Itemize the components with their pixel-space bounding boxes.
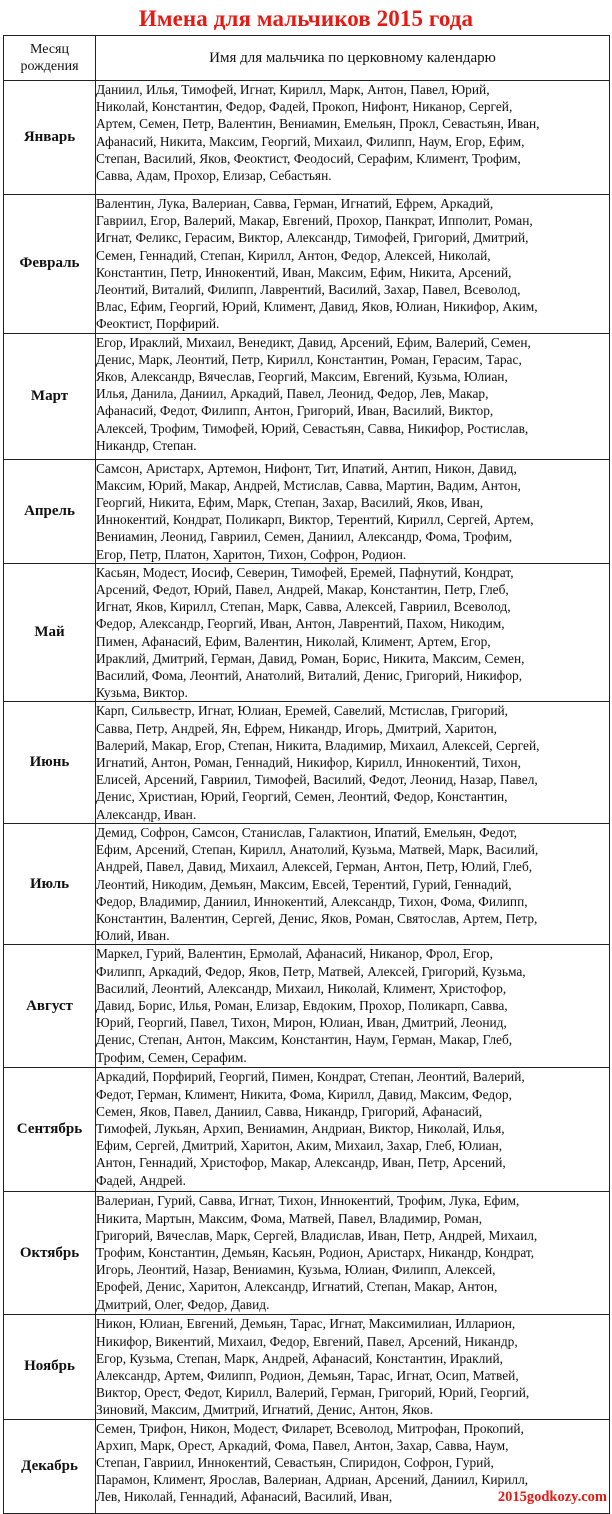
names-line: Ерофей, Денис, Харитон, Александр, Игнатий, Степан, Макар, Антон, <box>96 1279 498 1295</box>
names-line: Илья, Данила, Даниил, Аркадий, Павел, Леонид, Федор, Лев, Макар, <box>96 386 489 402</box>
names-cell <box>96 459 610 563</box>
table-row <box>4 81 610 195</box>
names-calendar-sheet <box>3 3 609 1506</box>
names-line: Егор, Кузьма, Степан, Марк, Андрей, Афанасий, Константин, Ираклий, <box>96 1350 503 1366</box>
names-line: Дмитрий, Олег, Федор, Давид. <box>96 1296 270 1312</box>
names-line: Константин, Петр, Иннокентий, Иван, Максим, Ефим, Никита, Арсений, <box>96 264 512 280</box>
month-cell: Декабрь <box>4 1419 96 1513</box>
names-line: Федор, Владимир, Даниил, Иннокентий, Александр, Тихон, Фома, Филипп, <box>96 893 528 909</box>
names-line: Касьян, Модест, Иосиф, Северин, Тимофей, Еремей, Пафнутий, Кондрат, <box>96 564 514 580</box>
names-line: Федот, Герман, Климент, Никита, Фома, Кирилл, Давид, Максим, Федор, <box>96 1086 512 1102</box>
names-line: Александр, Артем, Филипп, Родион, Демьян, Тарас, Игнат, Осип, Матвей, <box>96 1367 519 1383</box>
names-line: Федор, Александр, Георгий, Иван, Антон, Лаврентий, Пахом, Никодим, <box>96 616 505 632</box>
names-line: Елисей, Арсений, Гавриил, Тимофей, Василий, Федот, Леонид, Назар, Павел, <box>96 772 538 788</box>
names-line: Фадей, Андрей. <box>96 1172 186 1188</box>
names-line: Егор, Ираклий, Михаил, Венедикт, Давид, Арсений, Ефим, Валерий, Семен, <box>96 334 531 350</box>
names-line: Даниил, Илья, Тимофей, Игнат, Кирилл, Марк, Антон, Павел, Юрий, <box>96 82 490 97</box>
names-line: Аркадий, Порфирий, Георгий, Пимен, Кондрат, Степан, Леонтий, Валерий, <box>96 1069 525 1085</box>
names-line: Георгий, Никита, Ефим, Марк, Степан, Захар, Василий, Яков, Иван, <box>96 495 484 511</box>
names-line: Андрей, Павел, Давид, Михаил, Алексей, Герман, Антон, Петр, Юлий, Глеб, <box>96 859 533 875</box>
names-footer-line <box>96 1488 609 1506</box>
names-cell <box>96 563 610 702</box>
names-line: Гавриил, Егор, Валерий, Макар, Евгений, Прохор, Панкрат, Ипполит, Роман, <box>96 213 533 229</box>
names-line: Афанасий, Федот, Филипп, Антон, Григорий, Иван, Василий, Виктор, <box>96 403 494 419</box>
names-cell <box>96 1315 610 1419</box>
names-line: Степан, Гавриил, Иннокентий, Севастьян, Спиридон, Софрон, Гурий, <box>96 1454 494 1470</box>
names-line: Пимен, Афанасий, Ефим, Валентин, Николай, Климент, Артем, Егор, <box>96 633 491 649</box>
month-cell: Октябрь <box>4 1192 96 1315</box>
names-line: Артем, Семен, Петр, Валентин, Вениамин, Емельян, Прокл, Севастьян, Иван, <box>96 116 540 132</box>
month-cell: Апрель <box>4 459 96 563</box>
names-line: Николай, Константин, Федор, Фадей, Прокоп, Нифонт, Никанор, Сергей, <box>96 99 513 115</box>
month-column-header: Месяц рождения <box>4 36 96 81</box>
names-line: Яков, Александр, Вячеслав, Георгий, Максим, Евгений, Кузьма, Юлиан, <box>96 369 508 385</box>
names-line: Леонтий, Виталий, Филипп, Лаврентий, Василий, Захар, Павел, Всеволод, <box>96 282 521 298</box>
names-line: Денис, Марк, Леонтий, Петр, Кирилл, Константин, Роман, Герасим, Тарас, <box>96 351 522 367</box>
month-cell: Март <box>4 333 96 459</box>
names-cell <box>96 333 610 459</box>
names-line: Давид, Борис, Илья, Роман, Елизар, Евдоким, Прохор, Поликарп, Савва, <box>96 997 508 1013</box>
names-line: Иннокентий, Кондрат, Поликарп, Виктор, Терентий, Кирилл, Сергей, Артем, <box>96 512 534 528</box>
names-cell <box>96 945 610 1068</box>
names-cell <box>96 81 610 195</box>
names-line: Василий, Фома, Леонтий, Анатолий, Виталий, Денис, Григорий, Никифор, <box>96 668 523 684</box>
names-cell <box>96 823 610 944</box>
names-line: Леонтий, Никодим, Демьян, Максим, Евсей, Терентий, Гурий, Геннадий, <box>96 876 512 892</box>
table-row <box>4 702 610 823</box>
names-line: Григорий, Вячеслав, Марк, Сергей, Владислав, Иван, Петр, Андрей, Михаил, <box>96 1227 538 1243</box>
names-line: Никандр, Степан. <box>96 437 197 453</box>
names-line: Савва, Адам, Прохор, Елизар, Себастьян. <box>96 168 332 184</box>
names-line: Зиновий, Максим, Дмитрий, Игнатий, Денис, Антон, Яков. <box>96 1402 434 1418</box>
table-row <box>4 1192 610 1315</box>
names-line: Никон, Юлиан, Евгений, Демьян, Тарас, Игнат, Максимилиан, Илларион, <box>96 1316 516 1332</box>
names-line: Парамон, Климент, Ярослав, Валериан, Адриан, Арсений, Даниил, Кирилл, <box>96 1472 529 1488</box>
month-cell: Сентябрь <box>4 1068 96 1192</box>
names-line: Ефим, Сергей, Дмитрий, Харитон, Аким, Михаил, Захар, Глеб, Юлиан, <box>96 1138 503 1154</box>
names-line: Игнат, Феликс, Герасим, Виктор, Александр, Тимофей, Григорий, Дмитрий, <box>96 230 529 246</box>
names-line: Валериан, Гурий, Савва, Игнат, Тихон, Иннокентий, Трофим, Лука, Ефим, <box>96 1193 520 1209</box>
names-line: Семен, Яков, Павел, Даниил, Савва, Никандр, Григорий, Афанасий, <box>96 1103 483 1119</box>
names-line: Семен, Геннадий, Степан, Кирилл, Антон, Федор, Алексей, Николай, <box>96 247 491 263</box>
names-cell <box>96 702 610 823</box>
names-cell <box>96 1419 610 1513</box>
table-row <box>4 1419 610 1513</box>
names-line: Трофим, Константин, Демьян, Касьян, Родион, Аристарх, Никандр, Кондрат, <box>96 1244 535 1260</box>
names-line: Валерий, Макар, Егор, Степан, Никита, Владимир, Михаил, Алексей, Сергей, <box>96 737 540 753</box>
names-line: Игнат, Яков, Кирилл, Степан, Марк, Савва, Алексей, Гавриил, Всеволод, <box>96 599 511 615</box>
names-table <box>3 35 610 1514</box>
names-column-header: Имя для мальчика по церковному календарю <box>96 36 610 81</box>
table-header-row <box>4 36 610 81</box>
names-line: Константин, Валентин, Сергей, Денис, Яков, Роман, Святослав, Артем, Петр, <box>96 910 538 926</box>
names-line: Карп, Сильвестр, Игнат, Юлиан, Еремей, Савелий, Мстислав, Григорий, <box>96 703 509 719</box>
names-line: Демид, Софрон, Самсон, Станислав, Галактион, Ипатий, Емельян, Федот, <box>96 824 518 840</box>
names-cell <box>96 195 610 334</box>
month-cell: Февраль <box>4 195 96 334</box>
table-row <box>4 195 610 334</box>
page-title: Имена для мальчиков 2015 года <box>138 6 474 31</box>
names-line: Савва, Петр, Андрей, Ян, Ефрем, Никандр, Игорь, Дмитрий, Харитон, <box>96 720 497 736</box>
month-cell: Январь <box>4 81 96 195</box>
names-line: Афанасий, Никита, Максим, Георгий, Михаил, Филипп, Наум, Егор, Ефим, <box>96 133 525 149</box>
names-line: Юрий, Георгий, Павел, Тихон, Мирон, Юлиан, Иван, Дмитрий, Леонид, <box>96 1015 507 1031</box>
table-row <box>4 333 610 459</box>
names-line: Кузьма, Виктор. <box>96 685 188 701</box>
table-row <box>4 459 610 563</box>
names-line: Денис, Степан, Антон, Максим, Константин, Наум, Герман, Макар, Глеб, <box>96 1032 513 1048</box>
names-line: Филипп, Аркадий, Федор, Яков, Петр, Матвей, Алексей, Григорий, Кузьма, <box>96 963 526 979</box>
names-line: Никита, Мартын, Максим, Фома, Матвей, Павел, Владимир, Роман, <box>96 1210 483 1226</box>
names-line: Виктор, Орест, Федот, Кирилл, Валерий, Герман, Григорий, Юрий, Георгий, <box>96 1385 530 1401</box>
names-line: Степан, Василий, Яков, Феоктист, Феодосий, Серафим, Климент, Трофим, <box>96 150 521 166</box>
table-row <box>4 945 610 1068</box>
table-row <box>4 1068 610 1192</box>
table-row <box>4 1315 610 1419</box>
names-line: Алексей, Трофим, Тимофей, Юрий, Севастьян, Савва, Никифор, Ростислав, <box>96 420 529 436</box>
table-row <box>4 563 610 702</box>
names-cell <box>96 1192 610 1315</box>
names-line: Валентин, Лука, Валериан, Савва, Герман, Игнатий, Ефрем, Аркадий, <box>96 196 494 211</box>
names-line: Лев, Николай, Геннадий, Афанасий, Василий, Иван, <box>96 1489 393 1505</box>
names-line: Юлий, Иван. <box>96 928 170 944</box>
names-line: Денис, Христиан, Юрий, Георгий, Семен, Леонтий, Федор, Константин, <box>96 789 508 805</box>
month-cell: Май <box>4 563 96 702</box>
site-watermark: 2015godkozy.com <box>497 1489 607 1506</box>
names-cell <box>96 1068 610 1192</box>
month-cell: Ноябрь <box>4 1315 96 1419</box>
names-line: Антон, Геннадий, Христофор, Макар, Александр, Иван, Петр, Арсений, <box>96 1155 506 1171</box>
names-line: Александр, Иван. <box>96 806 197 822</box>
month-cell: Июль <box>4 823 96 944</box>
names-line: Трофим, Семен, Серафим. <box>96 1049 247 1065</box>
month-cell: Июнь <box>4 702 96 823</box>
names-line: Тимофей, Лукьян, Архип, Вениамин, Андриан, Виктор, Николай, Илья, <box>96 1120 505 1136</box>
names-line: Арсений, Федот, Юрий, Павел, Андрей, Макар, Константин, Петр, Глеб, <box>96 582 509 598</box>
names-line: Самсон, Аристарх, Артемон, Нифонт, Тит, Ипатий, Антип, Никон, Давид, <box>96 460 517 476</box>
names-line: Егор, Петр, Платон, Харитон, Тихон, Софрон, Родион. <box>96 546 407 562</box>
names-line: Игнатий, Антон, Роман, Геннадий, Никифор, Кирилл, Иннокентий, Тихон, <box>96 755 521 771</box>
names-line: Семен, Трифон, Никон, Модест, Филарет, Всеволод, Митрофан, Прокопий, <box>96 1420 524 1436</box>
names-line: Игорь, Леонтий, Назар, Вениамин, Кузьма, Юлиан, Филипп, Алексей, <box>96 1262 496 1278</box>
names-line: Вениамин, Леонид, Гавриил, Семен, Даниил, Александр, Фома, Трофим, <box>96 529 513 545</box>
names-line: Маркел, Гурий, Валентин, Ермолай, Афанасий, Никанор, Фрол, Егор, <box>96 946 493 962</box>
names-line: Ефим, Арсений, Степан, Кирилл, Анатолий, Кузьма, Матвей, Марк, Василий, <box>96 842 539 858</box>
names-line: Архип, Марк, Орест, Аркадий, Фома, Павел, Антон, Захар, Савва, Наум, <box>96 1437 509 1453</box>
names-line: Василий, Леонтий, Александр, Михаил, Николай, Климент, Христофор, <box>96 980 507 996</box>
table-row <box>4 823 610 944</box>
table-body <box>4 81 610 1514</box>
month-cell: Август <box>4 945 96 1068</box>
names-line: Ираклий, Дмитрий, Герман, Давид, Роман, Борис, Никита, Максим, Семен, <box>96 650 525 666</box>
names-line: Влас, Ефим, Георгий, Юрий, Климент, Давид, Яков, Юлиан, Никифор, Аким, <box>96 299 538 315</box>
names-line: Никифор, Викентий, Михаил, Федор, Евгений, Павел, Арсений, Никандр, <box>96 1333 518 1349</box>
names-line: Феоктист, Порфирий. <box>96 316 220 332</box>
names-line: Максим, Юрий, Макар, Андрей, Мстислав, Савва, Мартин, Вадим, Антон, <box>96 477 521 493</box>
